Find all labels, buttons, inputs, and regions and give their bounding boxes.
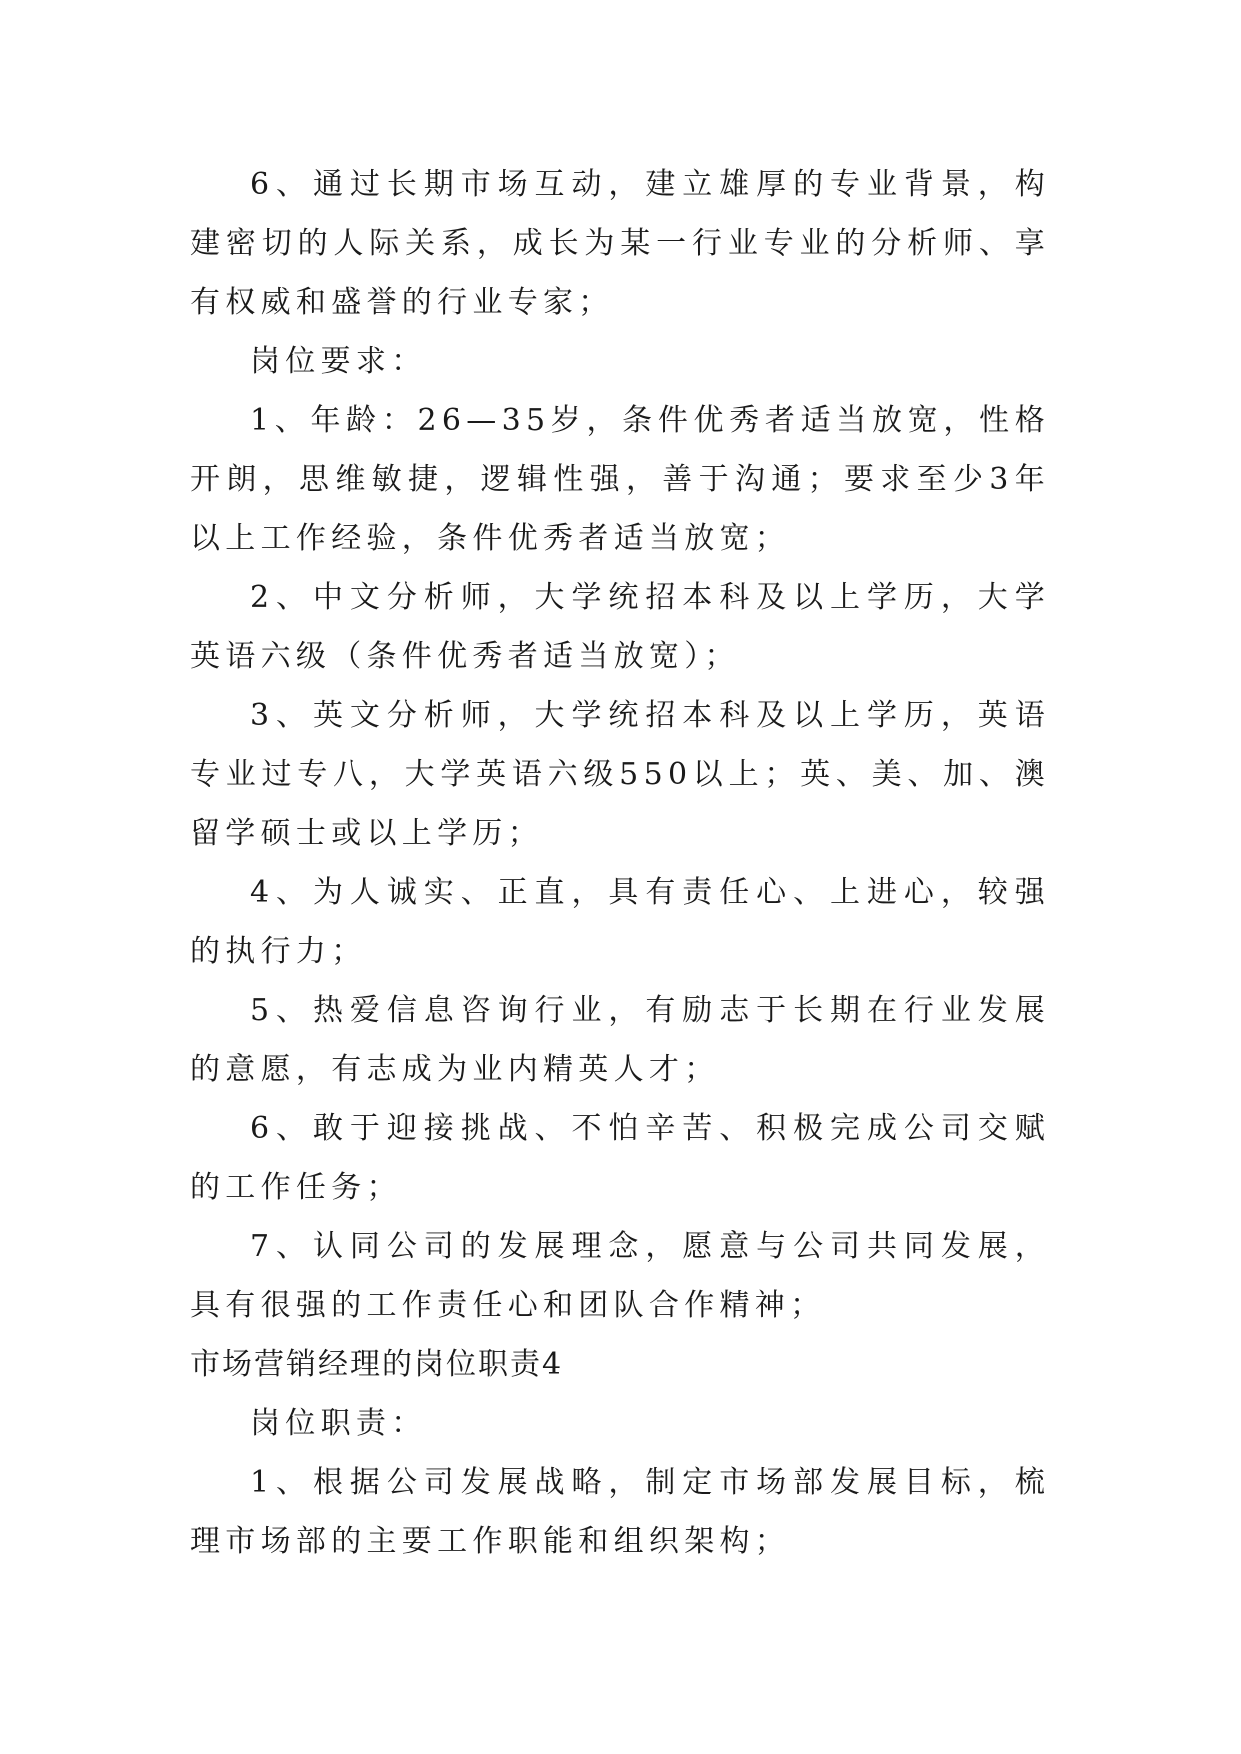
requirement-english-analyst: 3、英文分析师，大学统招本科及以上学历，英语专业过专八，大学英语六级550以上；英、美、加、澳留学硕士或以上学历； — [190, 698, 1050, 851]
duty-strategy: 1、根据公司发展战略，制定市场部发展目标，梳理市场部的主要工作职能和组织架构； — [190, 1465, 1050, 1559]
section-label-duties: 岗位职责： — [250, 1406, 427, 1441]
requirement-age: 1、年龄：26—35岁，条件优秀者适当放宽，性格开朗，思维敏捷，逻辑性强，善于沟通；要求至少3年以上工作经验，条件优秀者适当放宽； — [190, 403, 1050, 556]
requirement-passion: 5、热爱信息咨询行业，有励志于长期在行业发展的意愿，有志成为业内精英人才； — [190, 993, 1050, 1087]
document-body — [190, 155, 1050, 1571]
requirement-integrity: 4、为人诚实、正直，具有责任心、上进心，较强的执行力； — [190, 875, 1050, 969]
requirement-challenge: 6、敢于迎接挑战、不怕辛苦、积极完成公司交赋的工作任务； — [190, 1111, 1050, 1205]
section-heading-duties-4: 市场营销经理的岗位职责4 — [190, 1347, 564, 1382]
paragraph-analyst-growth: 6、通过长期市场互动，建立雄厚的专业背景，构建密切的人际关系，成长为某一行业专业的分析师、享有权威和盛誉的行业专家； — [190, 167, 1050, 320]
requirement-teamwork: 7、认同公司的发展理念，愿意与公司共同发展，具有很强的工作责任心和团队合作精神； — [190, 1229, 1050, 1323]
section-label-requirements: 岗位要求： — [250, 344, 427, 379]
requirement-chinese-analyst: 2、中文分析师，大学统招本科及以上学历，大学英语六级（条件优秀者适当放宽）； — [190, 580, 1050, 674]
